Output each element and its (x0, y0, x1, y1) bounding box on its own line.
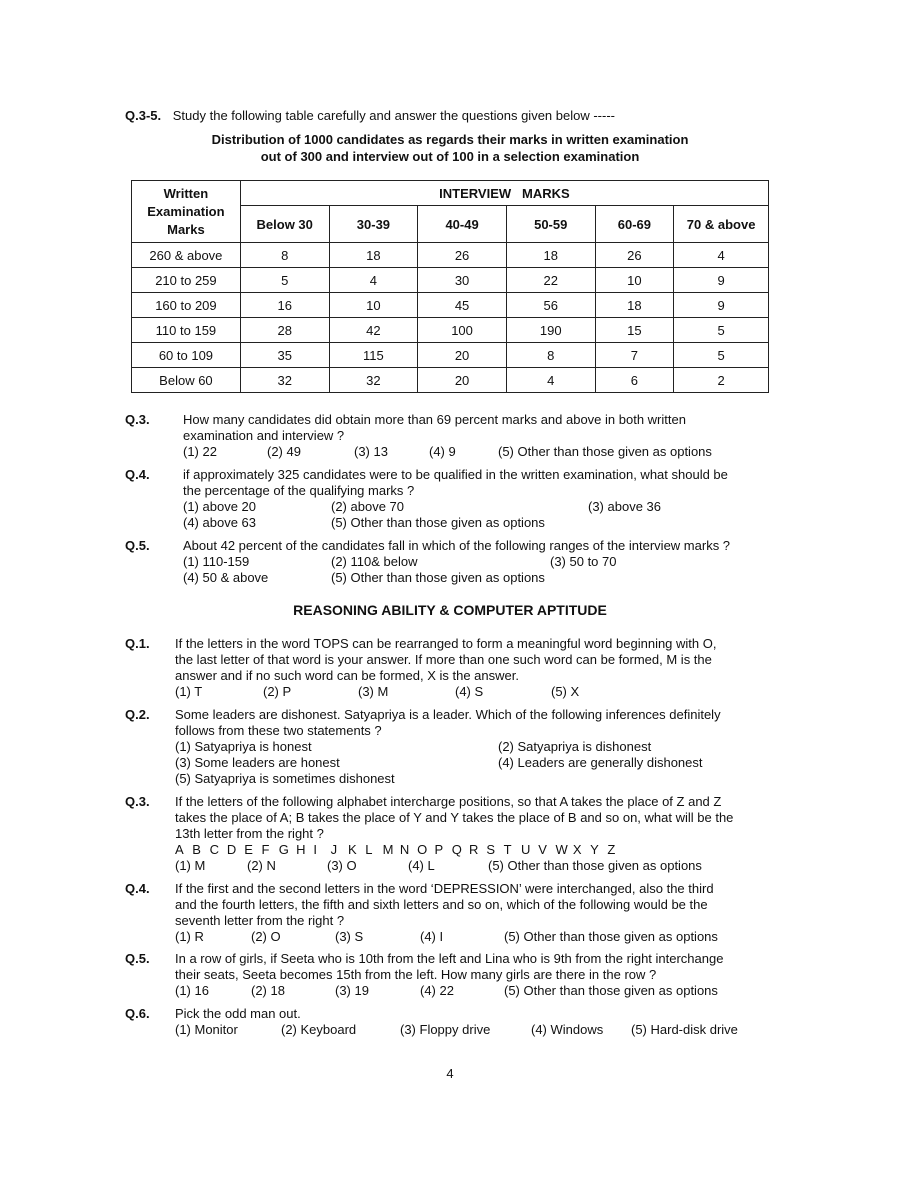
column-header: 70 & above (674, 206, 769, 243)
question-text: If the first and the second letters in the word ‘DEPRESSION’ were interchanged, also the third (175, 881, 714, 896)
answer-option: (1) Satyapriya is honest (175, 739, 312, 754)
alphabet-letter: K (347, 842, 357, 857)
question-text: Some leaders are dishonest. Satyapriya is a leader. Which of the following inferences definitely (175, 707, 721, 722)
question-number: Q.2. (125, 707, 150, 722)
marks-table (131, 180, 769, 393)
table-cell: 5 (674, 343, 769, 368)
table-cell: 10 (595, 268, 674, 293)
question-text: If the letters in the word TOPS can be rearranged to form a meaningful word beginning with O, (175, 636, 717, 651)
answer-option: (2) 18 (251, 983, 285, 998)
alphabet-letter: L (365, 842, 373, 857)
answer-option: (5) Hard-disk drive (631, 1022, 738, 1037)
caption-line-2: out of 300 and interview out of 100 in a selection examination (260, 149, 640, 164)
question-text: their seats, Seeta becomes 15th from the left. How many girls are there in the row ? (175, 967, 657, 982)
table-caption (130, 131, 770, 165)
table-cell: 4 (329, 268, 418, 293)
table-cell: 42 (329, 318, 418, 343)
answer-option: (5) Other than those given as options (504, 929, 718, 944)
answer-option: (1) above 20 (183, 499, 256, 514)
answer-option: (5) X (551, 684, 580, 699)
table-cell: 9 (674, 293, 769, 318)
question-body (175, 1006, 738, 1038)
table-cell: 26 (595, 243, 674, 268)
table-cell: 2 (674, 368, 769, 393)
alphabet-letter: C (209, 842, 219, 857)
options-row (175, 858, 733, 874)
caption-line-1: Distribution of 1000 candidates as regards their marks in written examination (211, 132, 689, 147)
answer-option: (5) Other than those given as options (488, 858, 702, 873)
question-body (175, 794, 733, 874)
alphabet-letter: X (572, 842, 582, 857)
table-cell: 8 (240, 243, 329, 268)
options-row (175, 1022, 738, 1038)
table-cell: 56 (506, 293, 595, 318)
answer-option: (4) 9 (429, 444, 456, 459)
table-cell: 100 (418, 318, 507, 343)
table-row (132, 268, 769, 293)
answer-option: (3) Some leaders are honest (175, 755, 340, 770)
alphabet-letter: G (278, 842, 289, 857)
corner-header (132, 181, 241, 243)
question-text: How many candidates did obtain more than 69 percent marks and above in both written (183, 412, 686, 427)
column-header: 40-49 (418, 206, 507, 243)
alphabet-letter: I (313, 842, 317, 857)
answer-option: (2) P (263, 684, 292, 699)
table-cell: 32 (240, 368, 329, 393)
answer-option: (2) O (251, 929, 281, 944)
table-cell: 190 (506, 318, 595, 343)
answer-option: (1) T (175, 684, 203, 699)
alphabet-letter: T (503, 842, 512, 857)
question-number: Q.1. (125, 636, 150, 651)
answer-option: (1) R (175, 929, 204, 944)
answer-option: (4) I (420, 929, 444, 944)
table-cell: 35 (240, 343, 329, 368)
answer-option: (2) above 70 (331, 499, 404, 514)
row-label: 210 to 259 (132, 268, 241, 293)
options-row (175, 684, 716, 700)
answer-option: (5) Satyapriya is sometimes dishonest (175, 771, 395, 786)
answer-option: (2) 110& below (331, 554, 418, 569)
table-cell: 45 (418, 293, 507, 318)
options-row (175, 755, 721, 771)
table-cell: 4 (674, 243, 769, 268)
question-text: In a row of girls, if Seeta who is 10th from the left and Lina who is 9th from the right interchange (175, 951, 724, 966)
question-number: Q.5. (125, 538, 150, 553)
table-row (132, 243, 769, 268)
corner-header-line: Examination (147, 203, 225, 219)
table-cell: 18 (329, 243, 418, 268)
di-intro-text: Study the following table carefully and answer the questions given below ----- (172, 108, 615, 123)
interview-marks-header: INTERVIEW MARKS (240, 181, 768, 206)
alphabet-letter: N (399, 842, 410, 857)
question-body (175, 881, 718, 945)
answer-option: (3) O (327, 858, 357, 873)
di-intro (125, 108, 615, 123)
di-intro-number: Q.3-5. (125, 108, 162, 123)
alphabet-letter: U (520, 842, 531, 857)
question-number: Q.3. (125, 794, 150, 809)
table-cell: 5 (674, 318, 769, 343)
answer-option: (3) 13 (354, 444, 388, 459)
question-text: takes the place of A; B takes the place of Y and Y takes the place of B and so on, what will be the (175, 810, 734, 825)
question-text: if approximately 325 candidates were to be qualified in the written examination, what should be (183, 467, 728, 482)
question-text: About 42 percent of the candidates fall in which of the following ranges of the interview marks ? (183, 538, 731, 553)
alphabet-letter: D (226, 842, 237, 857)
question-text: Pick the odd man out. (175, 1006, 301, 1021)
question-text: If the letters of the following alphabet intercharge positions, so that A takes the place of Z and Z (175, 794, 722, 809)
answer-option: (5) Other than those given as options (498, 444, 712, 459)
row-label: Below 60 (132, 368, 241, 393)
section-title: REASONING ABILITY & COMPUTER APTITUDE (293, 602, 607, 618)
table-cell: 20 (418, 368, 507, 393)
answer-option: (3) M (358, 684, 389, 699)
answer-option: (2) 49 (267, 444, 301, 459)
row-label: 160 to 209 (132, 293, 241, 318)
question-body (175, 707, 721, 787)
table-cell: 18 (506, 243, 595, 268)
question-text: answer and if no such word can be formed, X is the answer. (175, 668, 519, 683)
question-text: the percentage of the qualifying marks ? (183, 483, 415, 498)
options-row (175, 929, 718, 945)
question-text: seventh letter from the right ? (175, 913, 345, 928)
answer-option: (2) Keyboard (281, 1022, 357, 1037)
question-body (175, 951, 723, 999)
row-label: 110 to 159 (132, 318, 241, 343)
question-text: and the fourth letters, the fifth and sixth letters and so on, which of the following would be the (175, 897, 708, 912)
answer-option: (1) 22 (183, 444, 217, 459)
table-cell: 8 (506, 343, 595, 368)
alphabet-letter: B (192, 842, 201, 857)
answer-option: (2) Satyapriya is dishonest (498, 739, 652, 754)
row-label: 260 & above (132, 243, 241, 268)
answer-option: (3) 19 (335, 983, 369, 998)
table-cell: 115 (329, 343, 418, 368)
question-number: Q.4. (125, 881, 150, 896)
answer-option: (1) M (175, 858, 206, 873)
options-row (183, 444, 712, 460)
alphabet-letter: J (330, 842, 338, 857)
question-number: Q.4. (125, 467, 150, 482)
options-row (183, 499, 728, 515)
question-number: Q.3. (125, 412, 150, 427)
answer-option: (2) N (247, 858, 276, 873)
answer-option: (1) 16 (175, 983, 209, 998)
alphabet-letter: P (434, 842, 444, 857)
alphabet-letter: Q (451, 842, 462, 857)
alphabet-row (175, 842, 733, 858)
table-cell: 6 (595, 368, 674, 393)
table-row (132, 293, 769, 318)
alphabet-letter: H (296, 842, 306, 857)
options-row (183, 554, 730, 570)
column-header: Below 30 (240, 206, 329, 243)
table-cell: 32 (329, 368, 418, 393)
question-text: examination and interview ? (183, 428, 345, 443)
options-row (175, 983, 723, 999)
table-cell: 4 (506, 368, 595, 393)
table-cell: 26 (418, 243, 507, 268)
answer-option: (4) Leaders are generally dishonest (498, 755, 703, 770)
alphabet-letter: Y (590, 842, 599, 857)
row-label: 60 to 109 (132, 343, 241, 368)
options-row (175, 771, 721, 787)
answer-option: (5) Other than those given as options (331, 570, 545, 585)
answer-option: (5) Other than those given as options (504, 983, 718, 998)
question-number: Q.5. (125, 951, 150, 966)
alphabet-letter: O (417, 842, 428, 857)
question-body (183, 538, 730, 586)
table-cell: 10 (329, 293, 418, 318)
answer-option: (3) S (335, 929, 364, 944)
column-header: 50-59 (506, 206, 595, 243)
answer-option: (4) L (408, 858, 435, 873)
table-cell: 28 (240, 318, 329, 343)
table-row (132, 318, 769, 343)
answer-option: (3) above 36 (588, 499, 661, 514)
question-body (175, 636, 716, 700)
question-body (183, 467, 728, 531)
answer-option: (5) Other than those given as options (331, 515, 545, 530)
table-cell: 5 (240, 268, 329, 293)
table-cell: 30 (418, 268, 507, 293)
options-row (183, 570, 730, 586)
corner-header-line: Written (163, 185, 209, 201)
alphabet-letter: M (382, 842, 394, 857)
alphabet-letter: E (244, 842, 253, 857)
table-cell: 15 (595, 318, 674, 343)
table-cell: 22 (506, 268, 595, 293)
corner-header-line: Marks (167, 221, 205, 237)
answer-option: (4) above 63 (183, 515, 256, 530)
table-cell: 16 (240, 293, 329, 318)
alphabet-letter: R (469, 842, 479, 857)
column-header: 30-39 (329, 206, 418, 243)
alphabet-letter: A (175, 842, 184, 857)
alphabet-letter: F (261, 842, 270, 857)
answer-option: (4) Windows (531, 1022, 604, 1037)
page-number: 4 (446, 1066, 454, 1081)
answer-option: (4) 50 & above (183, 570, 269, 585)
alphabet-letter: Z (607, 842, 616, 857)
alphabet-letter: S (486, 842, 496, 857)
question-text: the last letter of that word is your answer. If more than one such word can be formed, M is the (175, 652, 712, 667)
table-row (132, 343, 769, 368)
options-row (183, 515, 728, 531)
column-header: 60-69 (595, 206, 674, 243)
table-cell: 7 (595, 343, 674, 368)
options-row (175, 739, 721, 755)
table-cell: 20 (418, 343, 507, 368)
answer-option: (1) Monitor (175, 1022, 238, 1037)
question-number: Q.6. (125, 1006, 150, 1021)
answer-option: (4) S (455, 684, 484, 699)
question-text: 13th letter from the right ? (175, 826, 324, 841)
answer-option: (1) 110-159 (183, 554, 250, 569)
table-cell: 9 (674, 268, 769, 293)
answer-option: (4) 22 (420, 983, 454, 998)
table-cell: 18 (595, 293, 674, 318)
alphabet-letter: V (538, 842, 547, 857)
question-text: follows from these two statements ? (175, 723, 382, 738)
question-body (183, 412, 712, 460)
answer-option: (3) 50 to 70 (550, 554, 617, 569)
table-row (132, 368, 769, 393)
answer-option: (3) Floppy drive (400, 1022, 491, 1037)
alphabet-letter: W (555, 842, 568, 857)
